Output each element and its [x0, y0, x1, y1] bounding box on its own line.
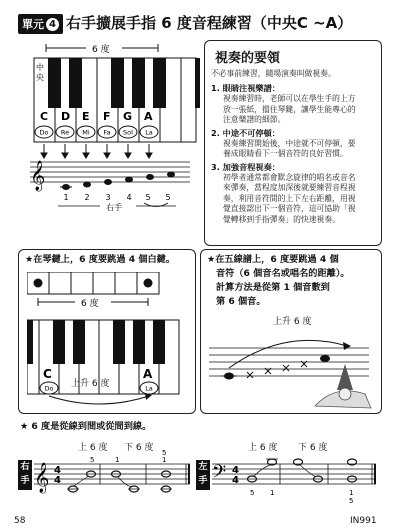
rh-finger: 5 [162, 450, 167, 457]
unit-number: 4 [46, 18, 59, 31]
right-star-line: 計算方法是從第 1 個音數到 [216, 282, 330, 293]
right-star-line: 第 6 個音。 [216, 296, 266, 307]
middle-label-1: 中 [36, 63, 44, 72]
left-hand-label-2: 手 [198, 476, 208, 486]
rh-up-label: 上 6 度 [78, 443, 108, 453]
lh-up-label: 上 6 度 [248, 443, 278, 453]
hand-label: 右手 [106, 203, 122, 212]
lh-finger: 5 [349, 497, 354, 505]
right-star-line: 音符（6 個音名或唱名的距離）。 [216, 268, 350, 279]
note-letter: F [103, 110, 111, 123]
note-letter: A [144, 110, 153, 123]
right-hand-tag [18, 460, 32, 490]
rh-finger: 5 [90, 456, 95, 464]
lh-staff-svg [212, 450, 380, 516]
left-hand-tag [196, 460, 210, 490]
lh-finger: 1 [270, 489, 275, 497]
finger-number: 5 [165, 193, 171, 202]
left-panel-svg [27, 272, 192, 412]
right-star-line: ★在五線譜上，6 度要跳過 4 個 [207, 254, 339, 265]
tips-title: 視奏的要領 [215, 51, 281, 66]
tip-item-line: 放一張紙，擋住琴鍵，讓學生能專心的 [223, 104, 356, 114]
lh-time-bottom: 4 [232, 475, 239, 486]
top-keyboard-diagram [30, 38, 200, 218]
finger-number: 5 [145, 193, 151, 202]
left-c-letter: C [43, 367, 52, 381]
note-letter: C [40, 110, 49, 123]
rh-time-bottom: 4 [54, 475, 61, 486]
bass-clef-icon: 𝄢 [212, 462, 227, 487]
interval-x-marks [247, 361, 307, 378]
tip-item-head: 2. 中途不可停頓： [211, 127, 280, 138]
note-letter: G [123, 110, 133, 123]
note-letter: D [61, 110, 71, 123]
page-number: 58 [14, 516, 26, 526]
decor-illustration-icon [315, 364, 371, 408]
top-staff-notes [60, 172, 175, 191]
end-note [320, 355, 330, 362]
tip-item-head: 1. 眼睛注視樂譜： [211, 83, 280, 93]
key-dot-end [144, 279, 153, 288]
tip-item-line: 視奏練習時，老師可以在學生手的上方 [223, 94, 356, 103]
solfege-label: Re [60, 128, 70, 137]
left-six-degree-label: 6 度 [81, 299, 99, 309]
down-arrows [41, 144, 152, 158]
middle-label-2: 央 [36, 73, 44, 82]
solfege-label: Do [39, 128, 49, 137]
finger-number: 3 [105, 193, 111, 202]
solfege-label: La [145, 128, 153, 137]
tip-item-line: 視奏練習開始後，中途就不可停頓，要 [223, 138, 356, 148]
left-up-label: 上升 6 度 [71, 379, 110, 389]
tip-item-head: 3. 加強音程視奏： [211, 161, 280, 172]
solfege-label: Fa [103, 128, 111, 137]
top-keyboard-svg [30, 38, 200, 218]
tip-item-line: 奏，利用音符間的上下左右距離，用視 [223, 193, 356, 203]
lh-down-label: 下 6 度 [298, 443, 328, 453]
right-panel [200, 249, 382, 414]
lh-finger: 5 [250, 489, 255, 497]
solfege-label: Mi [82, 128, 90, 137]
tip-item-line: 覺轉移到手指彈奏」的快速視奏。 [223, 214, 340, 224]
top-staff [30, 162, 190, 182]
treble-clef-icon: 𝄞 [30, 161, 46, 191]
tips-box [204, 40, 382, 246]
unit-badge [18, 14, 63, 34]
page-title: 右手擴展手指 6 度音程練習（中央C ~A） [66, 14, 353, 32]
left-star-text: ★在琴鍵上，6 度要跳過 4 個白鍵。 [25, 254, 176, 265]
tips-intro: 不必事前練習，隨場演奏叫做視奏。 [211, 69, 336, 78]
key-dot-start [34, 279, 43, 288]
book-code: IN991 [350, 516, 377, 526]
right-up-label: 上升 6 度 [273, 317, 312, 327]
rh-down-label: 下 6 度 [124, 443, 154, 453]
lh-time-top: 4 [232, 465, 239, 476]
left-panel [18, 249, 196, 414]
finger-number: 4 [126, 193, 132, 202]
tip-item-line: 養成眼睛看下一個音符的良好習慣。 [223, 149, 348, 158]
right-hand-label-2: 手 [20, 476, 30, 486]
tip-item-line: 注意樂譜的細節。 [223, 115, 286, 124]
left-a-letter: A [143, 367, 153, 381]
left-c-solfege: Do [44, 384, 54, 393]
left-hand-label-1: 左 [198, 462, 208, 472]
bottom-star-text: ★ 6 度是從線到間或從間到線。 [20, 421, 152, 432]
finger-number: 1 [63, 193, 69, 202]
right-panel-svg [205, 324, 377, 410]
tip-item-line: 來彈奏，當程度加深後就要練習音程視 [223, 183, 356, 192]
lh-finger: 1 [349, 489, 354, 497]
rh-treble-clef-icon: 𝄞 [34, 463, 50, 493]
finger-number: 2 [84, 193, 90, 202]
unit-label: 單元 [22, 18, 44, 31]
left-a-solfege: La [145, 384, 153, 393]
solfege-label: Sol [123, 128, 133, 137]
note-letter: E [82, 110, 90, 123]
tip-item-line: 覺直接認出下一個音符，這可協助「視 [223, 204, 356, 213]
top-six-degree-label: 6 度 [92, 45, 110, 55]
tip-item-line: 初學者通常都會默念旋律的唱名或音名 [223, 172, 356, 182]
right-hand-label-1: 右 [20, 462, 30, 472]
rh-finger: 1 [115, 456, 120, 464]
rh-finger: 1 [162, 456, 167, 464]
rh-staff-svg [34, 450, 194, 510]
rh-time-top: 4 [54, 465, 61, 476]
